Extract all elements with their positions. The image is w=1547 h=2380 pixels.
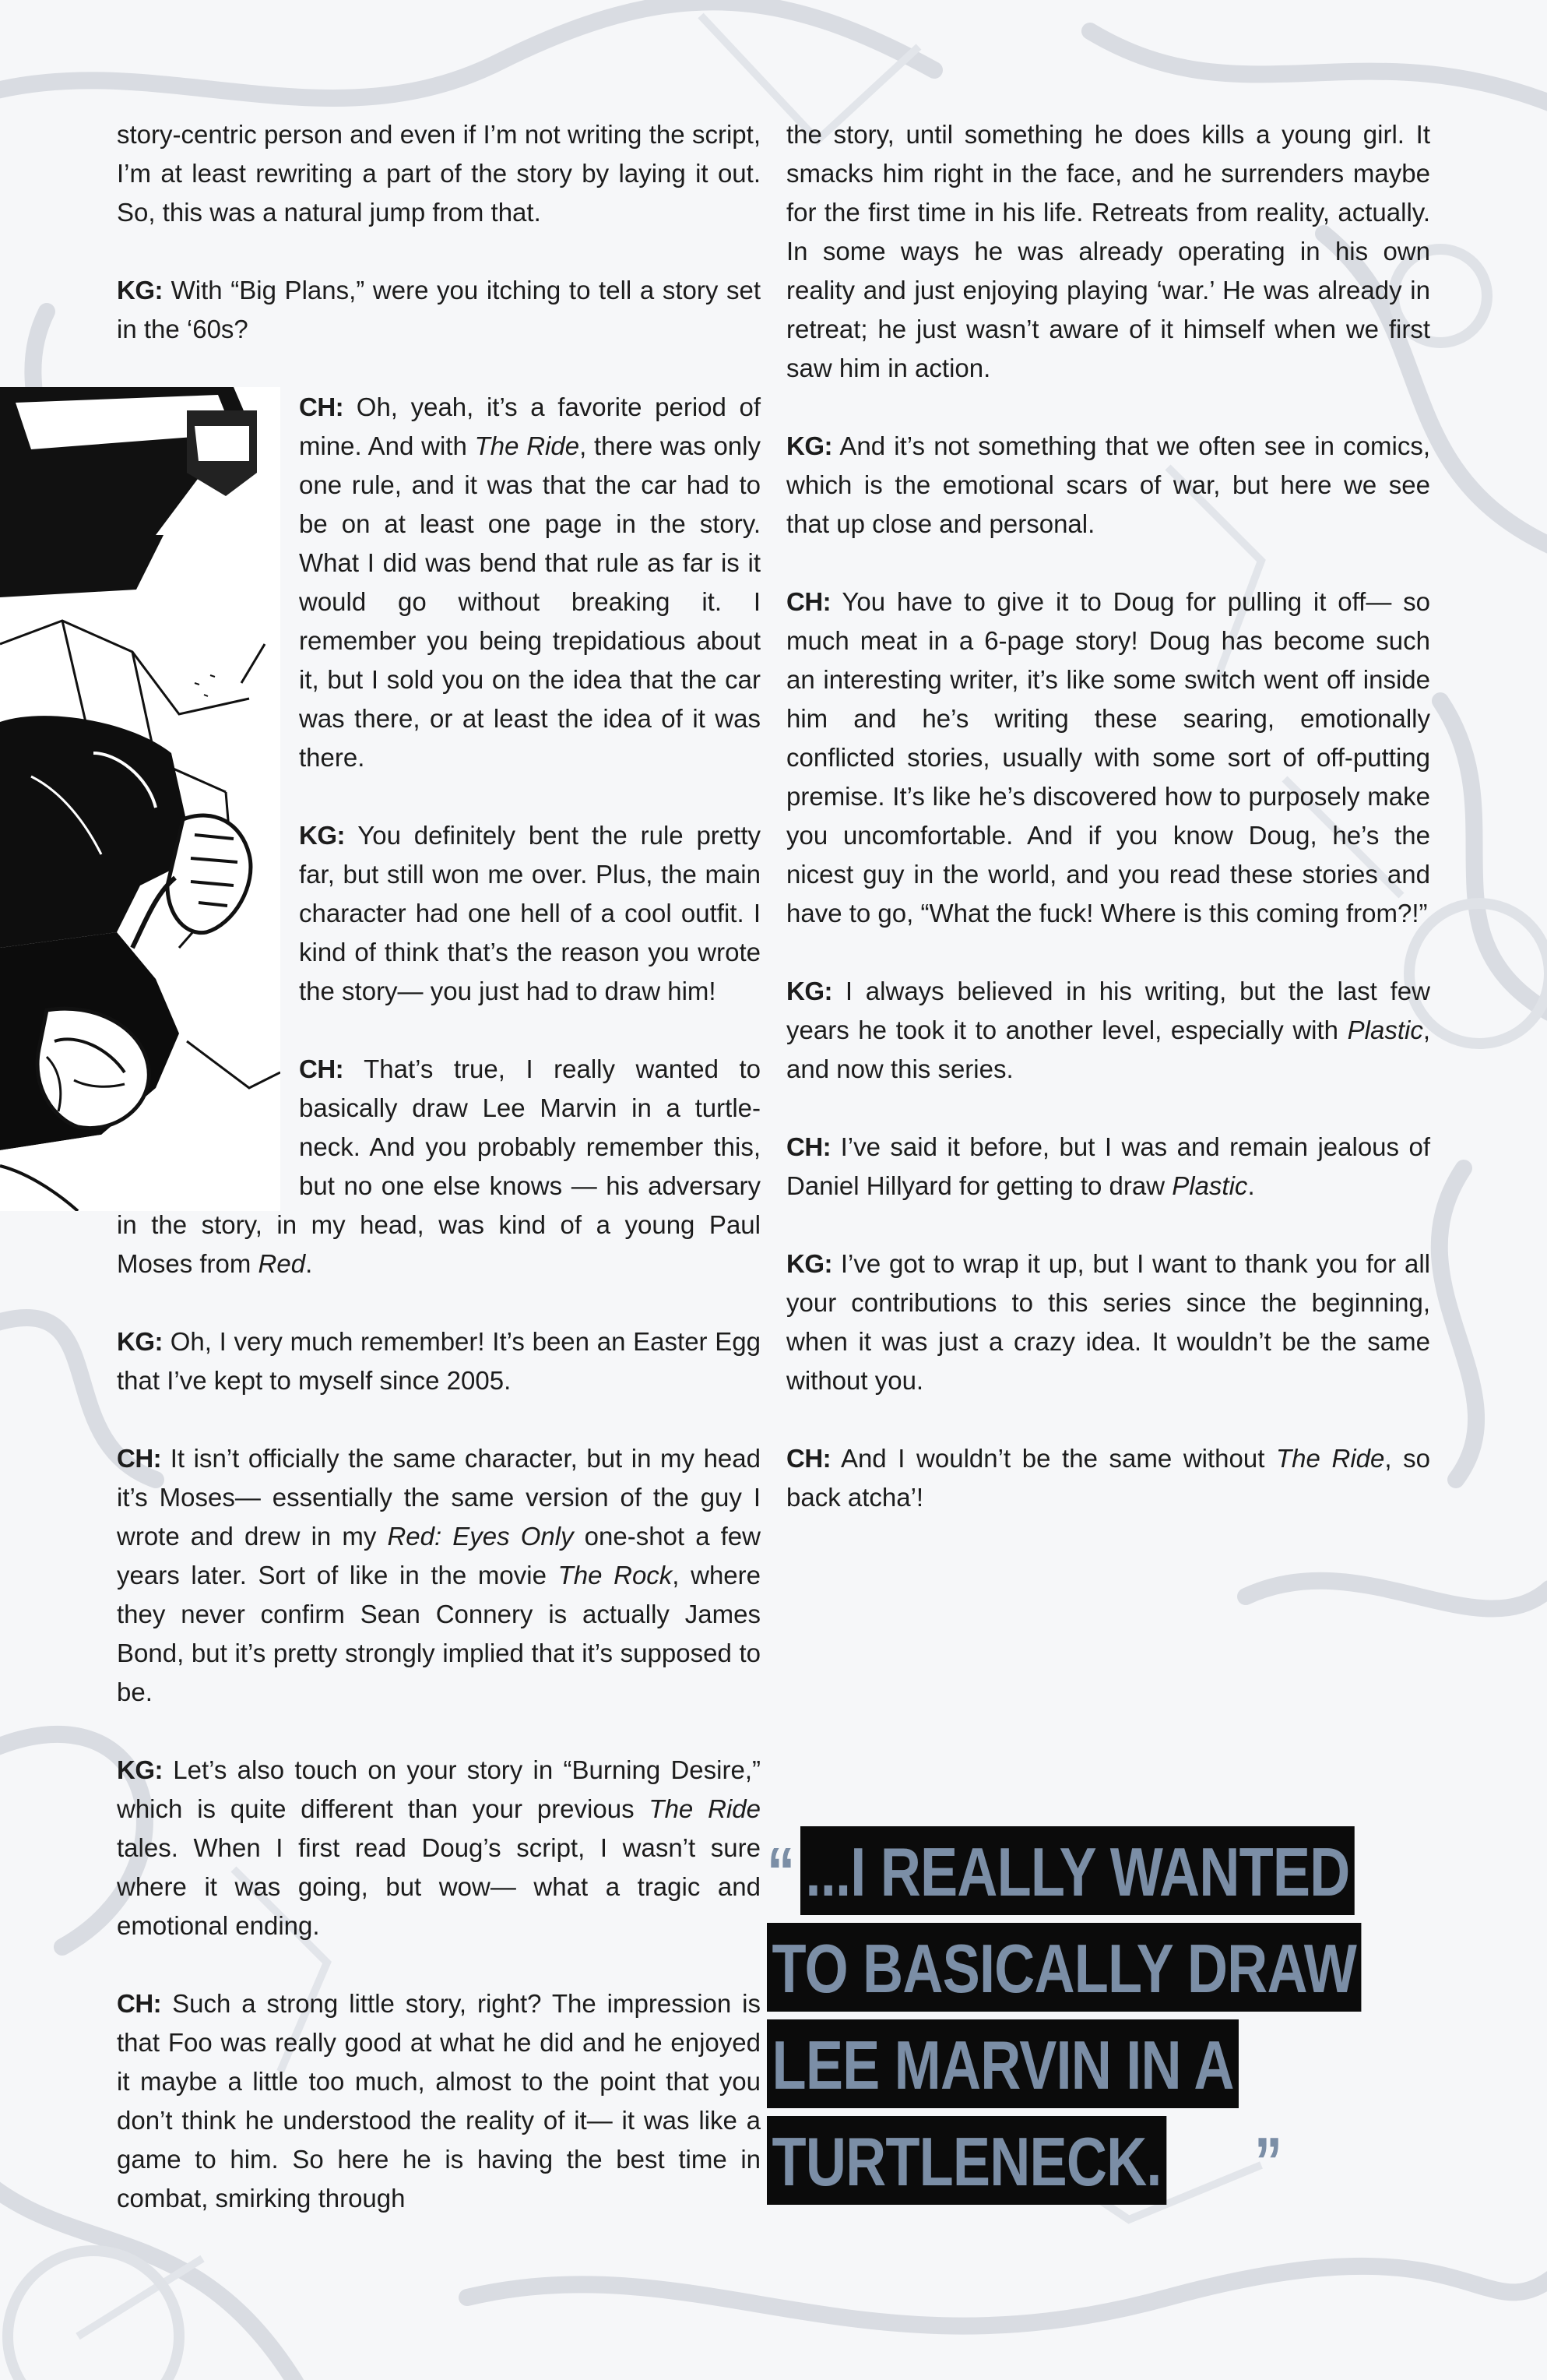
italic-title: Plastic [1347, 1016, 1423, 1044]
right-text-column [786, 115, 1430, 1556]
speaker-initials: CH: [299, 393, 344, 421]
interview-paragraph [786, 1439, 1430, 1517]
speaker-initials: KG: [299, 821, 345, 850]
paragraph-text: You have to give it to Doug for pulling it off— so much meat in a 6-page story! Doug has become such an interesting writer, it’s like some switch went off inside him and he’s writing these searing, emotionally conflicted stories, usually with some sort of off-putting premise. It’s like he’s discovered how to purposely make you uncomfortable. And if you know Doug, he’s the nicest guy in the world, and you read these stories and have to go, “What the fuck! Where is this coming from?!” [786, 587, 1430, 928]
speaker-initials: KG: [786, 977, 832, 1005]
interview-paragraph [117, 1751, 761, 1945]
paragraph-text: I’ve said it before, but I was and remain jealous of Daniel Hillyard for getting to draw [786, 1132, 1430, 1200]
speaker-initials: CH: [786, 1444, 832, 1473]
italic-title: Red: Eyes Only [387, 1522, 574, 1551]
pull-quote-close-mark: ” [1253, 2123, 1282, 2200]
paragraph-text: . [1247, 1171, 1255, 1200]
interview-paragraph [117, 271, 761, 349]
interview-paragraph [117, 115, 761, 232]
paragraph-text: , there was only one rule, and it was that the car had to be on at least one page in the story. What I did was bend that rule as far is it would go without breaking it. I remember you being trepidatious about it, but I sold you on the idea that the car was there, or at least the idea of it was there. [299, 431, 761, 772]
interview-paragraph [786, 972, 1430, 1089]
pull-quote-text: TO BASICALLY DRAW [767, 1923, 1362, 2012]
paragraph-text: Oh, I very much remember! It’s been an Easter Egg that I’ve kept to myself since 2005. [117, 1327, 761, 1395]
speaker-initials: CH: [117, 1444, 162, 1473]
interview-paragraph [786, 1128, 1430, 1206]
paragraph-text: , where they never confirm Sean Connery is actually James Bond, but it’s pretty strongly implied that it’s supposed to be. [117, 1561, 761, 1706]
paragraph-text: That’s true, I really wanted to basically draw Lee Marvin in a turtle-neck. And you probably remember this, but no one else knows — his adversary in the story, in my head, was kind of a young Paul Moses from [117, 1054, 761, 1278]
pull-quote [767, 1826, 1530, 2213]
paragraph-text: And it’s not something that we often see in comics, which is the emotional scars of war, but here we see that up close and personal. [786, 431, 1430, 538]
paragraph-text: story-centric person and even if I’m not writing the script, I’m at least rewriting a part of the story by laying it out. So, this was a natural jump from that. [117, 120, 761, 227]
paragraph-text: I’ve got to wrap it up, but I want to thank you for all your contributions to this series since the beginning, when it was just a crazy idea. It wouldn’t be the same without you. [786, 1249, 1430, 1395]
paragraph-text: . [305, 1249, 313, 1278]
speaker-initials: KG: [117, 1755, 163, 1784]
illustration-wrap-spacer [117, 388, 299, 1182]
paragraph-text: tales. When I first read Doug’s script, I wasn’t sure where it was going, but wow— what a tragic and emotional ending. [117, 1833, 761, 1940]
pull-quote-text: ...I REALLY WANTED [800, 1826, 1355, 1915]
paragraph-text: the story, until something he does kills a young girl. It smacks him right in the face, and he surrenders maybe for the first time in his life. Retreats from reality, actually. In some ways he was already operating in his own reality and just enjoying playing ‘war.’ He was already in retreat; he just wasn’t aware of it himself when we first saw him in action. [786, 120, 1430, 382]
italic-title: The Rock [557, 1561, 673, 1590]
speaker-initials: CH: [786, 1132, 832, 1161]
italic-title: The Ride [1276, 1444, 1385, 1473]
pull-quote-line [767, 1923, 1530, 2019]
italic-title: The Ride [649, 1794, 761, 1823]
pull-quote-line [767, 2019, 1530, 2116]
paragraph-text: Let’s also touch on your story in “Burning Desire,” which is quite different than your previous [117, 1755, 761, 1823]
interview-paragraph [786, 1245, 1430, 1400]
paragraph-text: Oh, yeah, it’s a favorite period of mine. And with [299, 393, 761, 460]
paragraph-text: , and now this series. [786, 1016, 1430, 1083]
speaker-initials: KG: [786, 1249, 832, 1278]
paragraph-text: You definitely bent the rule pretty far, but still won me over. Plus, the main character had one hell of a cool outfit. I kind of think that’s the reason you wrote the story— you just had to draw him! [299, 821, 761, 1005]
pull-quote-line [767, 1826, 1530, 1923]
speaker-initials: CH: [117, 1989, 162, 2018]
interview-paragraph [786, 427, 1430, 544]
paragraph-text: one-shot a few years later. Sort of like in the movie [117, 1522, 761, 1590]
speaker-initials: KG: [117, 276, 163, 305]
paragraph-text: Such a strong little story, right? The impression is that Foo was really good at what he did and he enjoyed it maybe a little too much, almost to the point that you don’t think he understood the reality of it— it was like a game to him. So here he is having the best time in combat, smirking through [117, 1989, 761, 2213]
italic-title: Plastic [1172, 1171, 1248, 1200]
speaker-initials: KG: [117, 1327, 163, 1356]
paragraph-text: , so back atcha’! [786, 1444, 1430, 1512]
pull-quote-text: TURTLENECK. [767, 2116, 1166, 2205]
paragraph-text: I always believed in his writing, but the last few years he took it to another level, especially with [786, 977, 1430, 1044]
interview-paragraph [117, 1322, 761, 1400]
italic-title: Red [258, 1249, 306, 1278]
interview-paragraph [786, 583, 1430, 933]
paragraph-text: It isn’t officially the same character, but in my head it’s Moses— essentially the same version of the guy I wrote and drew in my [117, 1444, 761, 1551]
speaker-initials: CH: [299, 1054, 344, 1083]
left-text-column [117, 115, 761, 2257]
interview-paragraph [117, 1984, 761, 2218]
speaker-initials: CH: [786, 587, 832, 616]
pull-quote-text: LEE MARVIN IN A [767, 2019, 1239, 2108]
pull-quote-line [767, 2116, 1530, 2213]
interview-paragraph [786, 115, 1430, 388]
pull-quote-open-mark: “ [767, 1833, 795, 1910]
italic-title: The Ride [474, 431, 580, 460]
paragraph-text: And I wouldn’t be the same without [831, 1444, 1277, 1473]
paragraph-text: With “Big Plans,” were you itching to tell a story set in the ‘60s? [117, 276, 761, 343]
interview-paragraph [117, 1439, 761, 1712]
speaker-initials: KG: [786, 431, 832, 460]
